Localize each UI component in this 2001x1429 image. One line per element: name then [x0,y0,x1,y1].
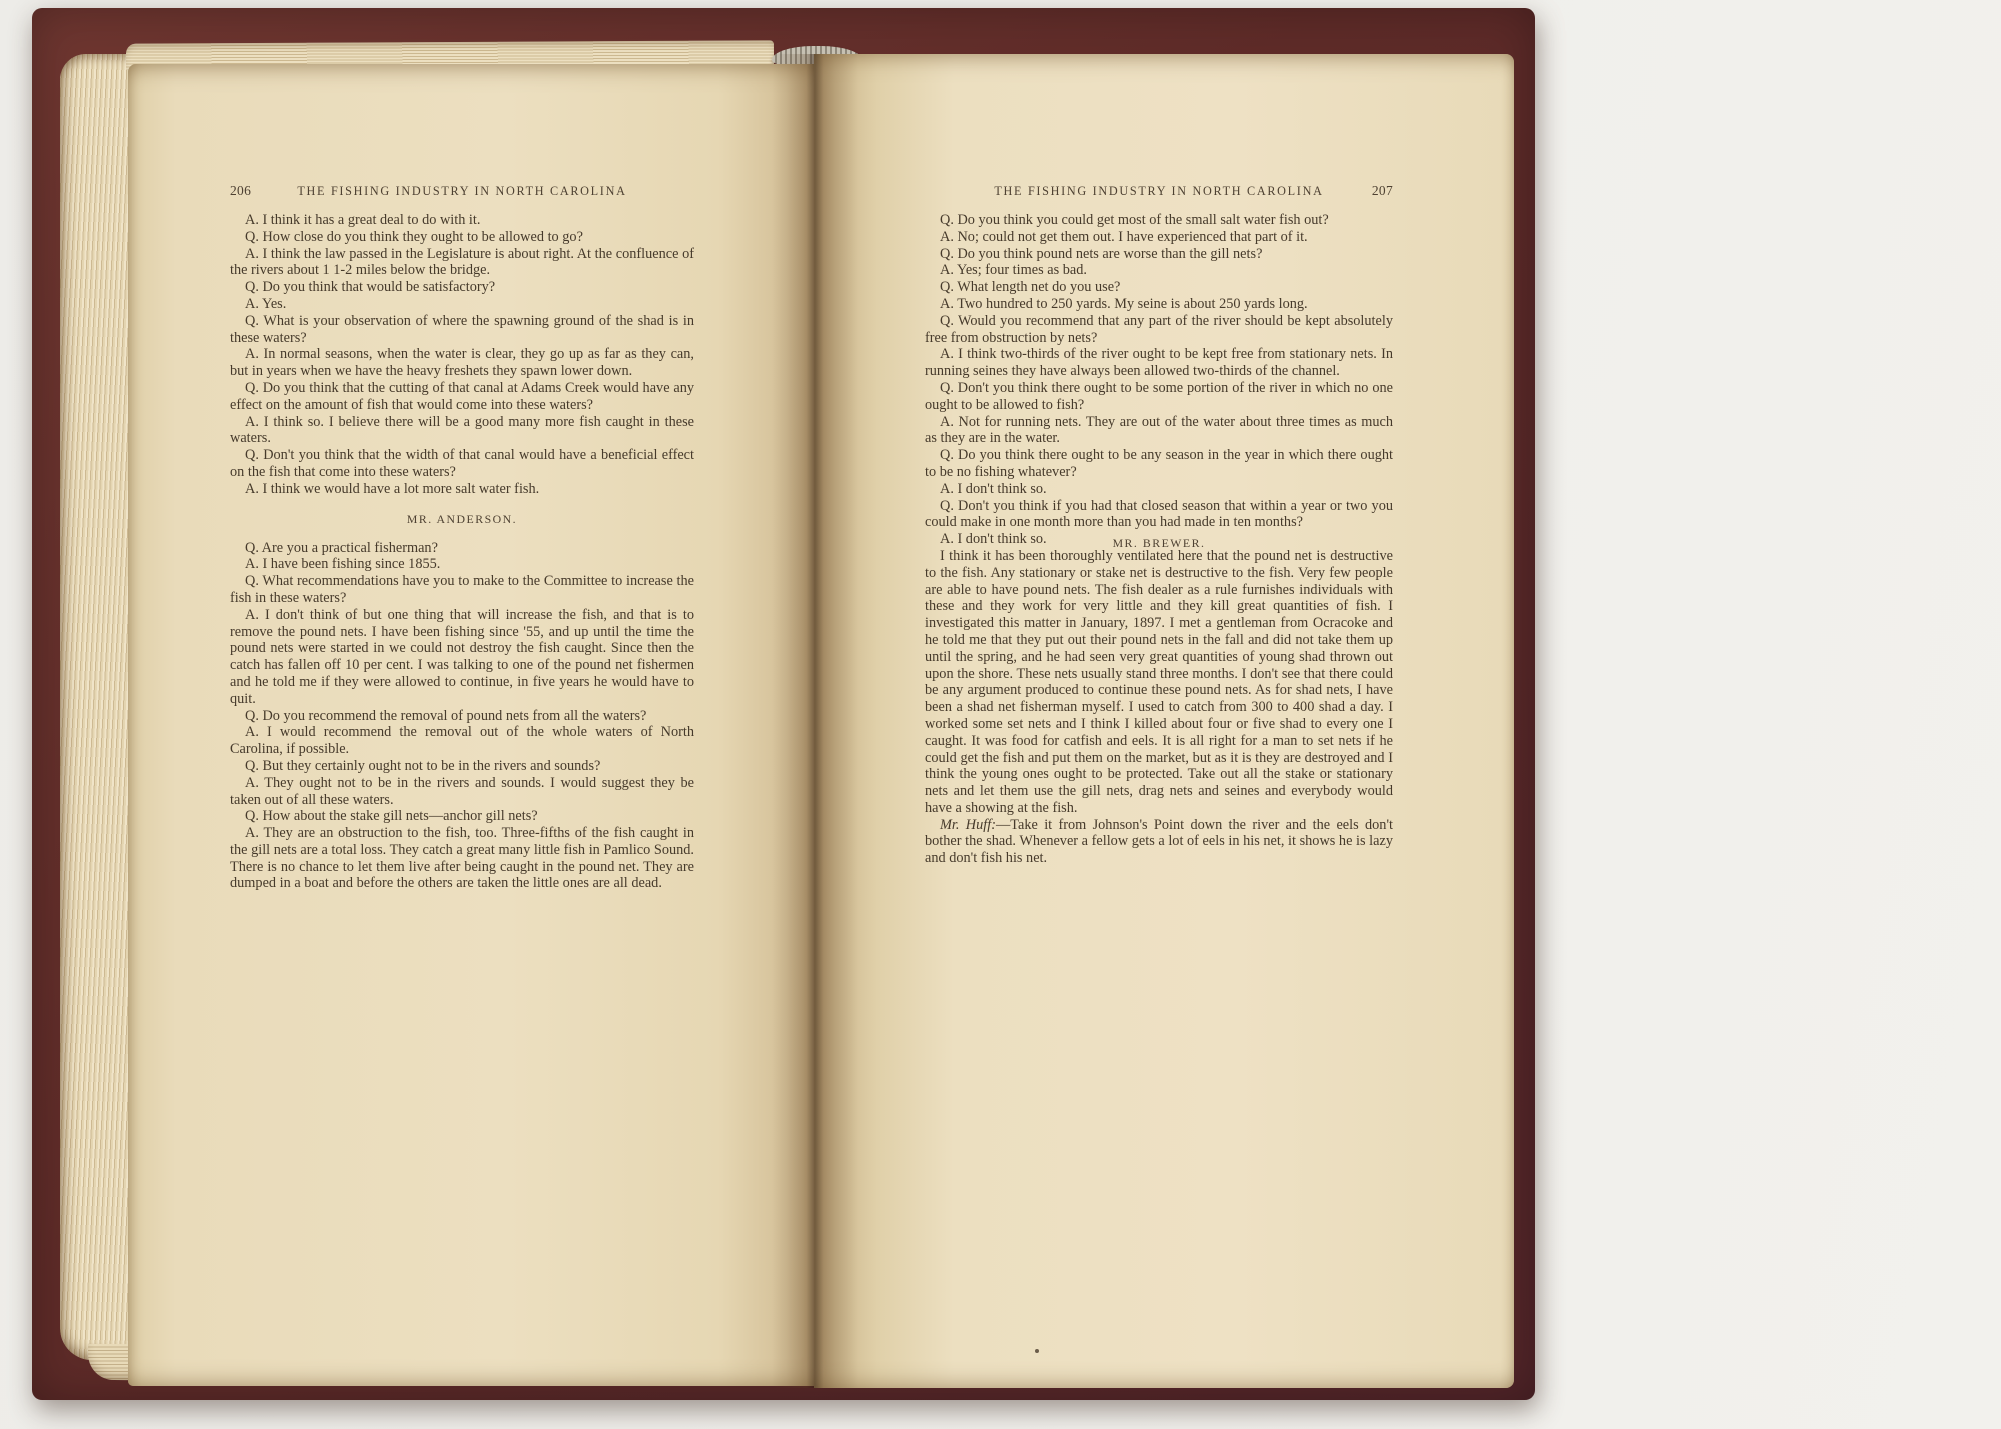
paragraph: Q. Do you think that the cutting of that canal at Adams Creek would have any effect on the amount of fish that would come into these waters? [230,379,694,413]
paragraph: Q. But they certainly ought not to be in the rivers and sounds? [245,757,601,774]
paragraph: Q. Do you think that would be satisfactory? [245,279,496,296]
paragraph: Q. How close do you think they ought to be allowed to go? [245,228,583,245]
ink-speck [1035,1349,1039,1353]
speaker-name: Mr. Huff: [940,816,996,833]
paragraph: A. I don't think so. [940,480,1047,497]
paragraph: A. I think the law passed in the Legislature is about right. At the confluence of the rivers about 1 1-2 miles below the bridge. [230,245,694,279]
paragraph: A. I think it has a great deal to do with it. [245,212,481,228]
paragraph: A. I think we would have a lot more salt water fish. [245,480,540,497]
paragraph: Q. How about the stake gill nets—anchor gill nets? [245,808,538,825]
paragraph [925,531,1393,551]
paragraph: Q. Don't you think that the width of that canal would have a beneficial effect on the fish that come into these waters? [230,447,694,480]
open-book [32,8,1535,1400]
left-page-number: 206 [230,183,252,198]
paragraph: A. They ought not to be in the rivers and sounds. I would suggest they be taken out of all these waters. [230,774,694,808]
paragraph: A. Not for running nets. They are out of the water about three times as much as they are in the water. [925,413,1393,447]
paragraph: A. Yes. [245,295,287,312]
left-running-title: THE FISHING INDUSTRY IN NORTH CAROLINA [297,184,627,198]
paragraph: A. I would recommend the removal out of the whole waters of North Carolina, if possible. [230,724,694,758]
section-heading: MR. BREWER. [1112,536,1206,551]
paragraph: Q. Are you a practical fisherman? [245,539,438,556]
paragraph: A. In normal seasons, when the water is clear, they go up as far as they can, but in years when we have the heavy freshets they spawn lower down. [230,346,694,380]
left-page [128,64,814,1386]
paragraph: Q. What is your observation of where the spawning ground of the shad is in these waters? [230,312,694,346]
right-running-header [925,184,1393,199]
paragraph: Q. Would you recommend that any part of the river should be kept absolutely free from obstruction by nets? [925,312,1393,346]
paragraph: A. They are an obstruction to the fish, too. Three-fifths of the fish caught in the gill nets are a total loss. They catch a great many little fish in Pamlico Sound. There is no chance to let them live after being caught in the pound net. They are dumped in a boat and before the others are taken the little ones are all dead. [230,825,694,892]
paragraph: A. I have been fishing since 1855. [245,556,441,573]
paragraph: Q. Do you think you could get most of the small salt water fish out? [940,212,1329,228]
paragraph: A. I don't think of but one thing that will increase the fish, and that is to remove the pound nets. I have been fishing since '55, and up until the time the pound nets were started in we could not destroy the fish caught. Since then the catch has fallen off 10 per cent. I was talking to one of the pound net fishermen and he told me if they were allowed to continue, in five years he would have to quit. [230,606,694,707]
paragraph: Q. Do you think pound nets are worse than the gill nets? [940,245,1263,262]
left-running-header [230,184,694,199]
paragraph: A. I think so. I believe there will be a good many more fish caught in these waters. [230,413,694,447]
right-page [814,54,1514,1388]
answer-text: A. I don't think so. [940,531,1047,548]
paragraph: Mr. Huff:—Take it from Johnson's Point down the river and the eels don't bother the shad. Whenever a fellow gets a lot of eels in his net, it shows he is lazy and don't fish his net. [925,816,1393,867]
left-page-content [230,184,694,892]
right-running-title: THE FISHING INDUSTRY IN NORTH CAROLINA [994,184,1324,198]
paragraph: Q. Do you think there ought to be any season in the year in which there ought to be no fishing whatever? [925,447,1393,480]
paragraph: Q. What length net do you use? [940,279,1121,296]
paragraph: Q. What recommendations have you to make to the Committee to increase the fish in these waters? [230,573,694,606]
page-edges-left [60,54,134,1360]
paragraph: Q. Don't you think if you had that closed season that within a year or two you could make in one month more than you had made in ten months? [925,497,1393,531]
right-text-column [925,212,1393,867]
right-page-number: 207 [1371,183,1393,198]
section-heading: MR. ANDERSON. [406,511,518,526]
paragraph: A. No; could not get them out. I have experienced that part of it. [940,228,1308,245]
right-page-content [925,184,1393,867]
left-text-column [230,212,694,892]
paragraph: A. I think two-thirds of the river ought to be kept free from stationary nets. In running seines they have always been allowed two-thirds of the channel. [925,346,1393,380]
paragraph: A. Two hundred to 250 yards. My seine is about 250 yards long. [940,295,1308,312]
paragraph: Q. Don't you think there ought to be some portion of the river in which no one ought to be allowed to fish? [925,379,1393,413]
paragraph: A. Yes; four times as bad. [940,262,1087,279]
paragraph: Q. Do you recommend the removal of pound nets from all the waters? [245,707,647,724]
paragraph: I think it has been thoroughly ventilated here that the pound net is destructive to the fish. Any stationary or stake net is destructive to the fish. Very few people are able to have pound nets. The fish dealer as a rule furnishes individuals with these and they work for very little and they kill great quantities of fish. I investigated this matter in January, 1897. I met a gentleman from Ocracoke and he told me that they put out their pound nets in the fall and did not take them up until the spring, and he had seen very great quantities of young shad thrown out upon the shore. These nets usually stand three months. I don't see that there could be any argument produced to continue these pound nets. As for shad nets, I have been a shad net fisherman myself. I used to catch from 300 to 400 shad a day. I worked some set nets and I think I killed about four or five shad to every one I caught. It was food for catfish and eels. It is all right for a man to set nets if he could get the fish and put them on the market, but as it is they are destroyed and I think the young ones ought to be protected. Take out all the stake or stationary nets and let them use the gill nets, drag nets and seines and everybody would have a showing at the fish. [925,547,1393,816]
